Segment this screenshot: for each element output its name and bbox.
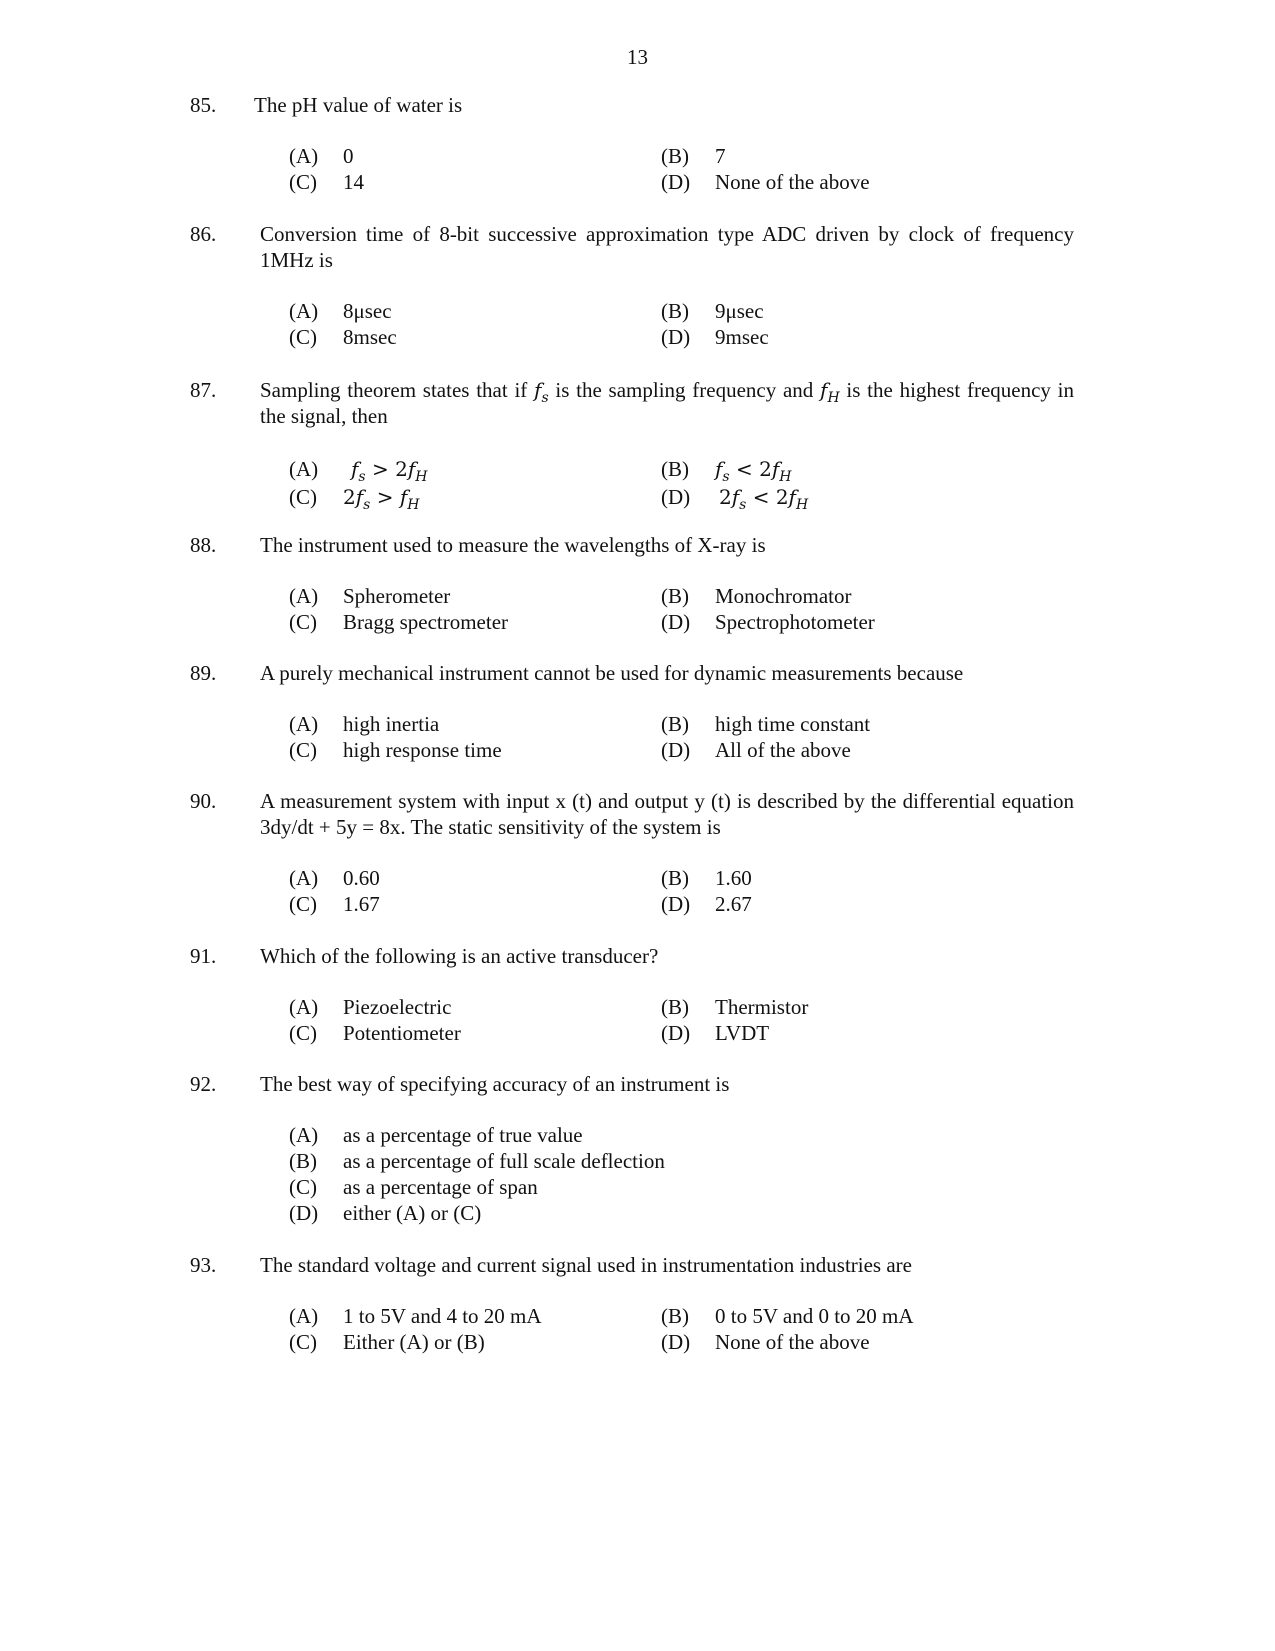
question-85 [190, 92, 1090, 195]
question-text: The standard voltage and current signal used in instrumentation industries are [260, 1253, 912, 1277]
question-number: 89. [190, 661, 217, 685]
question-text: The pH value of water is [254, 93, 463, 117]
question-89 [190, 660, 1090, 763]
answer-options: (A) 1 to 5V and 4 to 20 mA (B) 0 to 5V and 0 to 20 mA (C) Either (A) or (B) (D) None of the above [289, 1304, 914, 1354]
answer-options: (A) as a percentage of true value (B) as a percentage of full scale deflection (C) as a percentage of span (D) either (A) or (C) [289, 1123, 665, 1225]
question-text: A purely mechanical instrument cannot be used for dynamic measurements because [260, 661, 964, 685]
answer-options: (A) Spherometer (B) Monochromator (C) Bragg spectrometer (D) Spectrophotometer [289, 584, 875, 634]
question-text: A measurement system with input x (t) and output y (t) is described by the differential equation 3dy/dt + 5y = 8x. The static sensitivity of the system is [260, 789, 1074, 839]
answer-options: (A) 0.60 (B) 1.60 (C) 1.67 (D) 2.67 [289, 866, 752, 916]
answer-options: (A) $f_s > 2f_H$ (B) $f_s < 2f_H$ (C) $2f_s > f_H$ (D) $2f_s < 2f_H$ [289, 457, 809, 513]
answer-options: (A) high inertia (B) high time constant (C) high response time (D) All of the above [289, 712, 871, 762]
question-number: 90. [190, 789, 217, 813]
question-text: Sampling theorem states that if $f_s$ is the sampling frequency and $f_H$ is the highest frequency in the signal, then [260, 378, 1075, 428]
question-text: Which of the following is an active transducer? [260, 944, 659, 968]
question-91 [190, 943, 1090, 1046]
question-text: The best way of specifying accuracy of an instrument is [260, 1072, 730, 1096]
answer-options: (A) 0 (B) 7 (C) 14 (D) None of the above [289, 144, 870, 194]
page-number: 13 [627, 45, 648, 69]
question-number: 86. [190, 222, 217, 246]
question-text: Conversion time of 8-bit successive approximation type ADC driven by clock of frequency 1MHz is [260, 222, 1074, 272]
question-number: 91. [190, 944, 217, 968]
question-number: 85. [190, 93, 217, 117]
question-86 [190, 221, 1090, 350]
question-number: 93. [190, 1253, 217, 1277]
answer-options: (A) 8μsec (B) 9μsec (C) 8msec (D) 9msec [289, 299, 769, 349]
highest-frequency-symbol: $f_H$ [820, 378, 840, 406]
question-number: 88. [190, 533, 217, 557]
question-number: 92. [190, 1072, 217, 1096]
sampling-frequency-symbol: $f_s$ [534, 378, 549, 406]
answer-options: (A) Piezoelectric (B) Thermistor (C) Potentiometer (D) LVDT [289, 995, 809, 1045]
question-text: The instrument used to measure the wavelengths of X-ray is [260, 533, 766, 557]
question-87 [190, 377, 1090, 513]
question-90 [190, 788, 1090, 917]
question-88 [190, 532, 1090, 635]
question-93 [190, 1252, 1090, 1355]
question-92 [190, 1071, 1090, 1226]
question-number: 87. [190, 378, 217, 402]
